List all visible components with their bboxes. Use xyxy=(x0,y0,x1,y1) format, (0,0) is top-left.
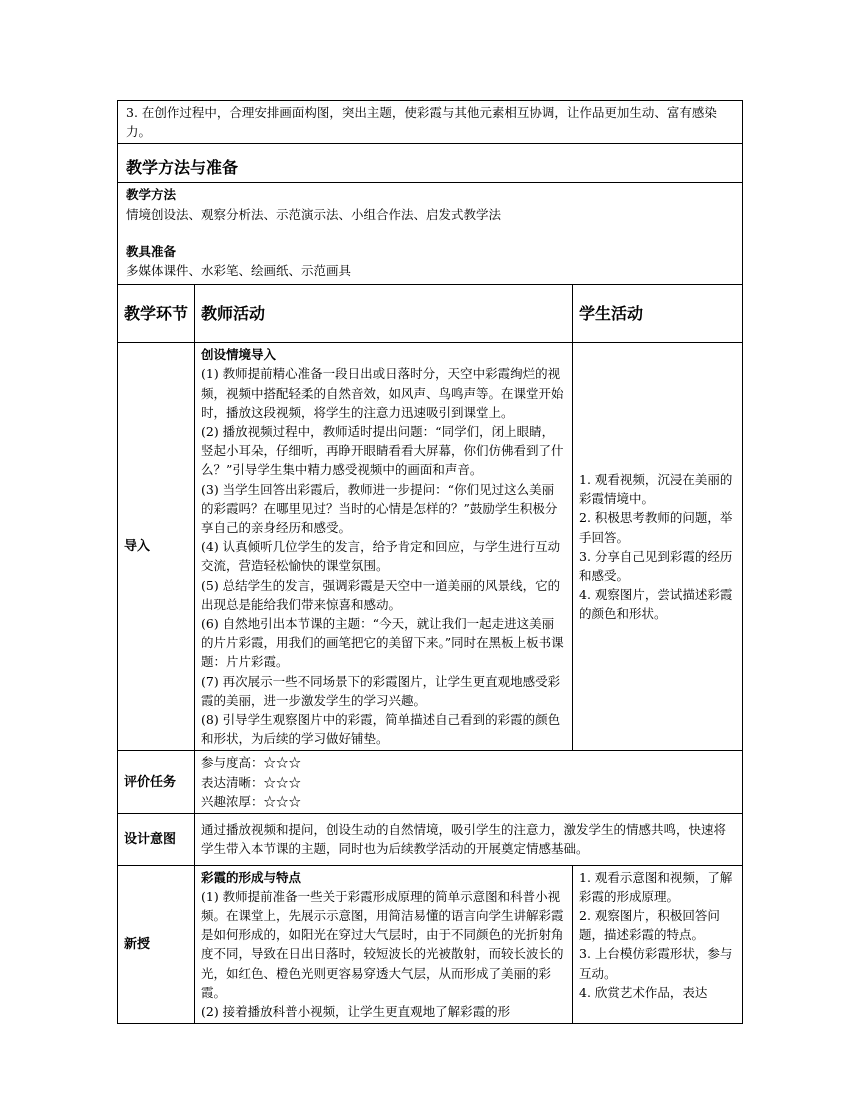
header-student: 学生活动 xyxy=(573,285,743,343)
intro-row xyxy=(118,343,743,751)
evaluation-item: 兴趣浓厚：☆☆☆ xyxy=(201,793,302,809)
new-teach-teacher-title: 彩霞的形成与特点 xyxy=(201,869,302,885)
section-title: 教学方法与准备 xyxy=(118,144,743,183)
methods-row xyxy=(118,183,743,285)
intro-teacher-item: (3) 当学生回答出彩霞后，教师进一步提问：“你们见过这么美丽的彩霞吗？在哪里见过？当时的心情是怎样的？”鼓励学生积极分享自己的亲身经历和感受。 xyxy=(201,481,558,536)
new-teach-student-item: 3. 上台模仿彩霞形状，参与互动。 xyxy=(579,946,733,981)
table-header-row xyxy=(118,285,743,343)
intro-teacher-title: 创设情境导入 xyxy=(201,347,277,363)
intro-teacher-item: (6) 自然地引出本节课的主题：“今天，就让我们一起走进这美丽的片片彩霞，用我们的画笔把它的美留下来。”同时在黑板上板书课题：片片彩霞。 xyxy=(201,616,564,670)
intro-teacher-item: (8) 引导学生观察图片中的彩霞，简单描述自己看到的彩霞的颜色和形状，为后续的学习做好铺垫。 xyxy=(201,712,561,747)
design-label: 设计意图 xyxy=(118,814,195,865)
new-teach-label: 新授 xyxy=(118,865,195,1024)
lesson-plan-table xyxy=(117,100,743,1024)
design-row xyxy=(118,814,743,865)
intro-student-item: 3. 分享自己见到彩霞的经历和感受。 xyxy=(579,548,733,584)
intro-student-item: 2. 积极思考教师的问题，举手回答。 xyxy=(579,510,733,545)
intro-label: 导入 xyxy=(118,343,195,751)
new-teach-row xyxy=(118,865,743,1024)
methods-cell xyxy=(118,183,743,285)
tools-heading: 教具准备 xyxy=(126,243,177,259)
new-teach-teacher-cell xyxy=(195,865,573,1024)
intro-teacher-cell xyxy=(195,343,573,751)
intro-teacher-item: (5) 总结学生的发言，强调彩霞是天空中一道美丽的风景线，它的出现总是能给我们带来惊喜和感动。 xyxy=(201,577,561,612)
intro-teacher-item: (2) 播放视频过程中，教师适时提出问题：“同学们，闭上眼睛，竖起小耳朵，仔细听，再睁开眼睛看看大屏幕，你们仿佛看到了什么？”引导学生集中精力感受视频中的画面和声音。 xyxy=(201,424,564,478)
header-teacher: 教师活动 xyxy=(195,285,573,343)
new-teach-student-item: 2. 观察图片，积极回答问题，描述彩霞的特点。 xyxy=(579,907,720,943)
new-teach-student-item: 4. 欣赏艺术作品，表达 xyxy=(579,984,708,1000)
objective-row xyxy=(118,101,743,144)
methods-title-row xyxy=(118,144,743,183)
new-teach-teacher-item: (1) 教师提前准备一些关于彩霞形成原理的简单示意图和科普小视频。在课堂上，先展示示意图，用简洁易懂的语言向学生讲解彩霞是如何形成的，如阳光在穿过大气层时，由于不同颜色的光折射角度不同，导致在日出日落时，较短波长的光被散射，而较长波长的光，如红色、橙色光则更容易穿透大气层，从而形成了美丽的彩霞。 xyxy=(201,888,564,1000)
intro-student-item: 4. 观察图片，尝试描述彩霞的颜色和形状。 xyxy=(579,587,733,622)
header-stage: 教学环节 xyxy=(118,285,195,343)
objective-text: 3. 在创作过程中，合理安排画面构图，突出主题，使彩霞与其他元素相互协调，让作品更加生动、富有感染力。 xyxy=(118,101,743,144)
intro-teacher-item: (4) 认真倾听几位学生的发言，给予肯定和回应，与学生进行互动交流，营造轻松愉快的课堂氛围。 xyxy=(201,539,561,574)
design-text: 通过播放视频和提问，创设生动的自然情境，吸引学生的注意力，激发学生的情感共鸣，快速将学生带入本节课的主题，同时也为后续教学活动的开展奠定情感基础。 xyxy=(195,814,743,865)
method-heading: 教学方法 xyxy=(126,187,177,203)
tools-text: 多媒体课件、水彩笔、绘画纸、示范画具 xyxy=(126,263,352,279)
new-teach-student-item: 1. 观看示意图和视频，了解彩霞的形成原理。 xyxy=(579,869,733,904)
evaluation-label: 评价任务 xyxy=(118,751,195,814)
intro-student-cell xyxy=(573,343,743,751)
evaluation-row xyxy=(118,751,743,814)
intro-teacher-item: (1) 教师提前精心准备一段日出或日落时分，天空中彩霞绚烂的视频，视频中搭配轻柔的自然音效，如风声、鸟鸣声等。在课堂开始时，播放这段视频，将学生的注意力迅速吸引到课堂上。 xyxy=(201,366,564,420)
intro-teacher-item: (7) 再次展示一些不同场景下的彩霞图片，让学生更直观地感受彩霞的美丽，进一步激发学生的学习兴趣。 xyxy=(201,673,561,708)
evaluation-item: 表达清晰：☆☆☆ xyxy=(201,774,302,790)
intro-student-item: 1. 观看视频，沉浸在美丽的彩霞情境中。 xyxy=(579,472,733,507)
new-teach-student-cell xyxy=(573,865,743,1024)
evaluation-item: 参与度高：☆☆☆ xyxy=(201,755,302,771)
evaluation-cell xyxy=(195,751,743,814)
method-text: 情境创设法、观察分析法、示范演示法、小组合作法、启发式教学法 xyxy=(126,206,502,222)
new-teach-teacher-item: (2) 接着播放科普小视频，让学生更直观地了解彩霞的形 xyxy=(201,1003,511,1019)
